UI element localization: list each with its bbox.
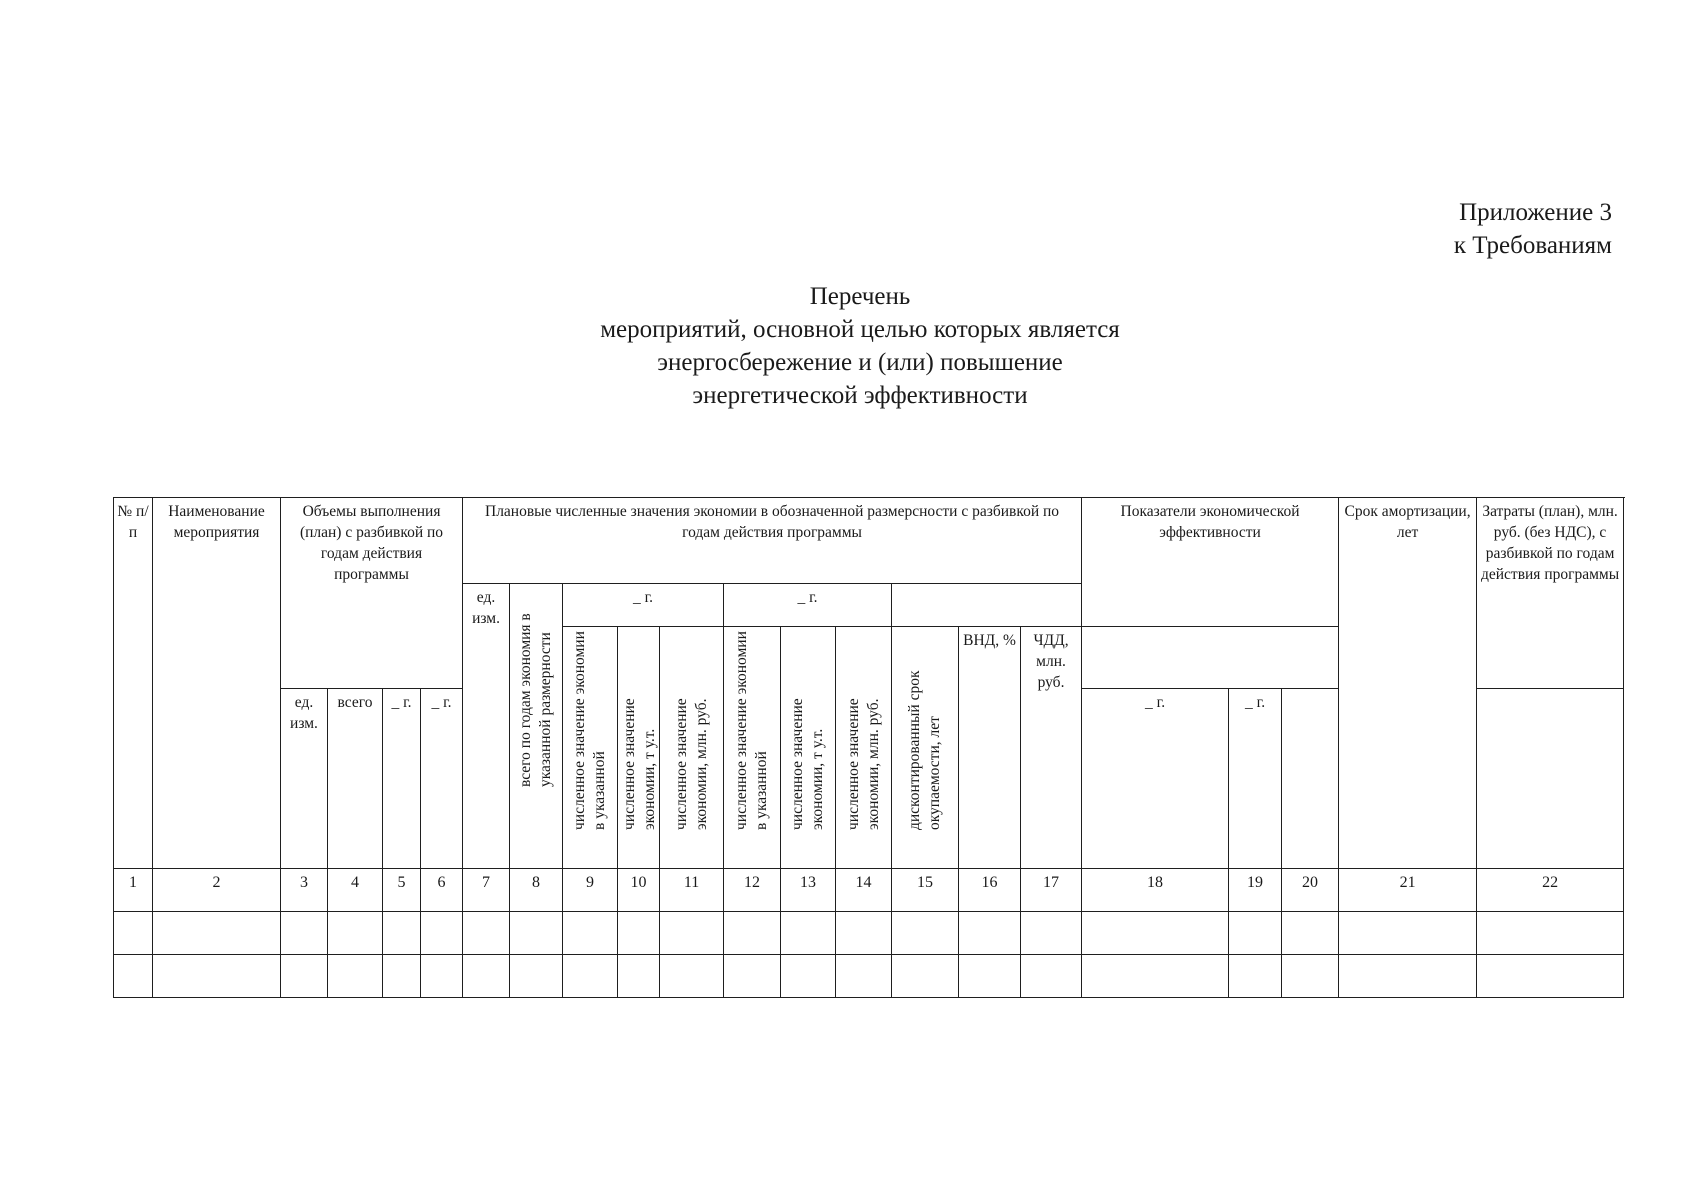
- header-volumes: Объемы выполнения (план) с разбивкой по годам действия программы: [281, 498, 463, 689]
- col-num-21: 21: [1339, 869, 1477, 912]
- col-num-9: 9: [563, 869, 618, 912]
- header-costs: Затраты (план), млн. руб. (без НДС), с разбивкой по годам действия программы: [1477, 498, 1624, 689]
- table-cell: [959, 955, 1021, 998]
- table-cell: [781, 912, 836, 955]
- header-total-savings: всего по годам экономия в указанной размерности: [510, 584, 563, 869]
- table-cell: [1282, 912, 1339, 955]
- table-cell: [114, 912, 153, 955]
- col-num-16: 16: [959, 869, 1021, 912]
- table-cell: [421, 912, 463, 955]
- header-year-b: _ г.: [724, 584, 892, 627]
- header-unit: ед. изм.: [463, 584, 510, 869]
- table-cell: [153, 912, 281, 955]
- table-cell: [421, 955, 463, 998]
- header-savings-rub-a: численное значение экономии, млн. руб.: [660, 627, 724, 869]
- table-cell: [463, 955, 510, 998]
- table-cell: [1021, 955, 1082, 998]
- table-row: [114, 912, 1624, 955]
- col-num-17: 17: [1021, 869, 1082, 912]
- table-cell: [836, 955, 892, 998]
- col-num-13: 13: [781, 869, 836, 912]
- table-cell: [510, 955, 563, 998]
- header-source-sub: [1477, 689, 1624, 869]
- table-cell: [563, 955, 618, 998]
- col-num-8: 8: [510, 869, 563, 912]
- table-cell: [1339, 912, 1477, 955]
- header-planned: Плановые численные значения экономии в обозначенной размерсности с разбивкой по годам действия программы: [463, 498, 1082, 584]
- table-cell: [383, 912, 421, 955]
- table-cell: [1229, 912, 1282, 955]
- table-cell: [1082, 955, 1229, 998]
- col-num-22: 22: [1477, 869, 1624, 912]
- header-npv: ЧДД, млн. руб.: [1021, 627, 1082, 869]
- col-num-7: 7: [463, 869, 510, 912]
- table-cell: [892, 912, 959, 955]
- table-cell: [1021, 912, 1082, 955]
- table-cell: [1477, 912, 1624, 955]
- col-num-5: 5: [383, 869, 421, 912]
- table-cell: [383, 955, 421, 998]
- table-cell: [463, 912, 510, 955]
- header-payback: дисконтированный срок окупаемости, лет: [892, 627, 959, 869]
- col-num-19: 19: [1229, 869, 1282, 912]
- header-year-a: _ г.: [563, 584, 724, 627]
- table-cell: [781, 955, 836, 998]
- header-irr: ВНД, %: [959, 627, 1021, 869]
- table-cell: [660, 955, 724, 998]
- header-savings-value-a: численное значение экономии в указанной: [563, 627, 618, 869]
- col-num-3: 3: [281, 869, 328, 912]
- col-num-4: 4: [328, 869, 383, 912]
- table-cell: [959, 912, 1021, 955]
- table-cell: [1477, 955, 1624, 998]
- header-vol-unit: ед. изм.: [281, 689, 328, 869]
- table-row: [114, 955, 1624, 998]
- col-num-10: 10: [618, 869, 660, 912]
- table-cell: [618, 955, 660, 998]
- col-num-11: 11: [660, 869, 724, 912]
- table-cell: [563, 912, 618, 955]
- table-cell: [660, 912, 724, 955]
- title-line-4: энергетической эффективности: [692, 382, 1028, 409]
- appendix-line-1: Приложение 3: [1459, 199, 1612, 226]
- table-cell: [724, 955, 781, 998]
- table-cell: [1082, 912, 1229, 955]
- table-cell: [1282, 955, 1339, 998]
- title-line-1: Перечень: [809, 283, 911, 310]
- header-num: № п/п: [114, 498, 153, 869]
- col-num-2: 2: [153, 869, 281, 912]
- column-numbers-row: [114, 869, 1624, 912]
- table-cell: [153, 955, 281, 998]
- header-savings-rub-b: численное значение экономии, млн. руб.: [836, 627, 892, 869]
- col-num-15: 15: [892, 869, 959, 912]
- header-vol-total: всего: [328, 689, 383, 869]
- title-line-3: энергосбережение и (или) повышение: [657, 349, 1063, 376]
- title-line-2: мероприятий, основной целью которых является: [600, 316, 1120, 343]
- table-cell: [892, 955, 959, 998]
- header-savings-tut-a: численное значение экономии, т у.т.: [618, 627, 660, 869]
- appendix-line-2: к Требованиям: [1453, 232, 1612, 259]
- table-cell: [724, 912, 781, 955]
- table-cell: [510, 912, 563, 955]
- header-name: Наименование мероприятия: [153, 498, 281, 869]
- table-cell: [618, 912, 660, 955]
- header-cost-year-b: _ г.: [1229, 689, 1282, 869]
- table-cell: [281, 955, 328, 998]
- header-amort: Срок амортизации, лет: [1339, 498, 1477, 869]
- header-vol-year-a: _ г.: [383, 689, 421, 869]
- header-row-1: [114, 498, 1624, 584]
- table-cell: [114, 955, 153, 998]
- document-title: [420, 280, 1300, 412]
- measures-table: [113, 497, 1624, 998]
- appendix-label: [1252, 196, 1612, 262]
- table-cell: [836, 912, 892, 955]
- table-cell: [328, 955, 383, 998]
- header-cost-item-sub: [1282, 689, 1339, 869]
- table-cell: [1229, 955, 1282, 998]
- table-cell: [281, 912, 328, 955]
- col-num-20: 20: [1282, 869, 1339, 912]
- header-vol-year-b: _ г.: [421, 689, 463, 869]
- col-num-14: 14: [836, 869, 892, 912]
- header-cost-year-a: _ г.: [1082, 689, 1229, 869]
- header-indicators: Показатели экономической эффективности: [1082, 498, 1339, 627]
- col-num-12: 12: [724, 869, 781, 912]
- col-num-1: 1: [114, 869, 153, 912]
- col-num-6: 6: [421, 869, 463, 912]
- col-num-18: 18: [1082, 869, 1229, 912]
- table-cell: [328, 912, 383, 955]
- header-savings-tut-b: численное значение экономии, т у.т.: [781, 627, 836, 869]
- table-cell: [1339, 955, 1477, 998]
- header-savings-value-b: численное значение экономии в указанной: [724, 627, 781, 869]
